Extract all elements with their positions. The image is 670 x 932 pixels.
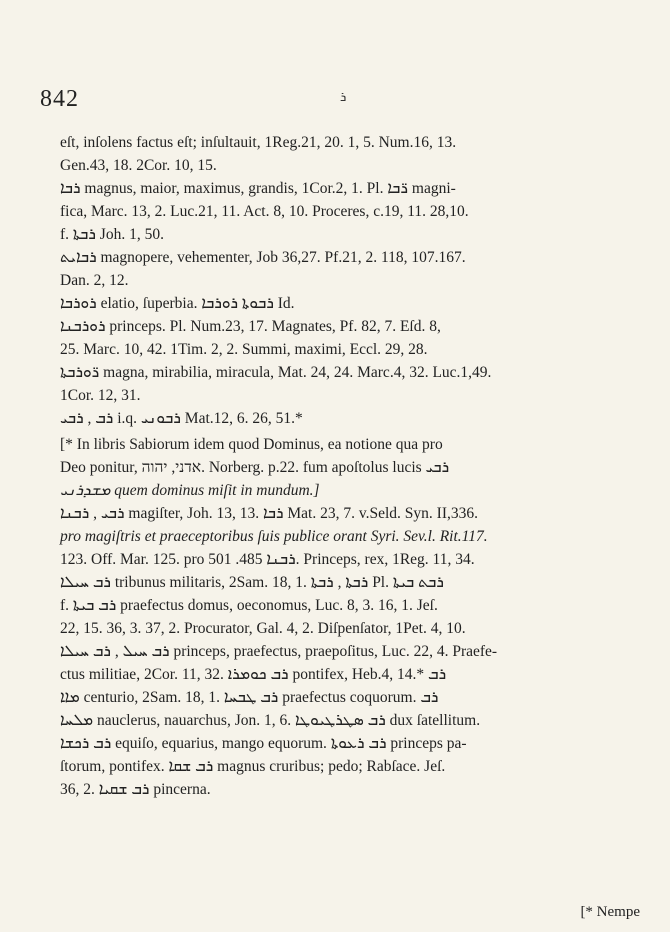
text-line: ܪܒܐܝܬ magnopere, vehementer, Job 36,27. Pf.21, 2. 118, 107.167. bbox=[60, 249, 466, 266]
text-line: 1Cor. 12, 31. bbox=[60, 387, 141, 404]
running-head: ܪ bbox=[340, 90, 347, 105]
text-line: eſt, inſolens factus eſt; inſultauit, 1Reg.21, 20. 1, 5. Num.16, 13. bbox=[60, 134, 457, 151]
page-number: 842 bbox=[40, 86, 79, 112]
text-line: pro magiſtris et praeceptoribus ſuis publice orant Syri. Sev.l. Rit.117. bbox=[60, 528, 488, 545]
text-line: ܡܐܐ centurio, 2Sam. 18, 1. ܪܒ ܛܒܚܐ praefectus coquorum. ܪܒ bbox=[60, 689, 439, 706]
text-line: ܪܒ ܚܝܠ , ܪܒ ܚܝܠܐ princeps, praefectus, praepoſitus, Luc. 22, 4. Praefe- bbox=[60, 643, 498, 660]
text-line: fica, Marc. 13, 2. Luc.21, 11. Act. 8, 10. Proceres, c.19, 11. 28,10. bbox=[60, 203, 469, 220]
text-line: 123. Off. Mar. 125. pro ܪܒܢܐ 485. 501. Princeps, rex, 1Reg. 11, 34. bbox=[60, 551, 475, 568]
text-line: 36, 2. ܪܒ ܫܩܝܐ pincerna. bbox=[60, 781, 211, 798]
text-line: f. ܪܒ ܒܝܬܐ praefectus domus, oeconomus, Luc. 8, 3. 16, 1. Jeſ. bbox=[60, 597, 438, 614]
text-line: ܪ̈ܘܪܒܬܐ magna, mirabilia, miracula, Mat. 24, 24. Marc.4, 32. Luc.1,49. bbox=[60, 364, 492, 381]
text-line: ܪܒ , ܪܒܝ i.q. ܪܒܘܢܝ Mat.12, 6. 26, 51.* bbox=[60, 410, 303, 427]
text-line: ܪܒܝ , ܪܒܢܐ magiſter, Joh. 13, 13. ܪܒܐ Mat. 23, 7. v.Seld. Syn. II,336. bbox=[60, 505, 478, 522]
text-line: ܪܘܪܒܢܐ princeps. Pl. Num.23, 17. Magnates, Pf. 82, 7. Eſd. 8, bbox=[60, 318, 441, 335]
page-header bbox=[40, 86, 630, 116]
text-line: f. ܪܒܬܐ Joh. 1, 50. bbox=[60, 226, 164, 243]
text-line: ctus militiae, 2Cor. 11, 32. ܪܒ ܟܘܡܪܐ pontifex, Heb.4, 14.* ܪܒ bbox=[60, 666, 447, 683]
catchword: [* Nempe bbox=[580, 904, 640, 920]
text-line: ܪܒܐ magnus, maior, maximus, grandis, 1Cor.2, 1. Pl. ܪ̈ܒܐ magni- bbox=[60, 180, 456, 197]
text-line: 22, 15. 36, 3. 37, 2. Procurator, Gal. 4, 2. Diſpenſator, 1Pet. 4, 10. bbox=[60, 620, 466, 637]
text-line: [* In libris Sabiorum idem quod Dominus, ea notione qua pro bbox=[60, 436, 443, 453]
dictionary-body bbox=[60, 132, 640, 802]
text-line: ܪܒ ܪܟܫܐ equiſo, equarius, mango equorum. ܪܒ ܪܥܘܬܐ princeps pa- bbox=[60, 735, 467, 752]
text-line: Deo ponitur, אדני, יהוה. Norberg. p.22. fum apoſtolus lucis ܪܒܝ bbox=[60, 459, 450, 476]
text-line: Dan. 2, 12. bbox=[60, 272, 129, 289]
text-line: ܡܠܚܐ nauclerus, nauarchus, Jon. 1, 6. ܪܒ ܣܛܪܛܝܘܛܐ dux ſatellitum. bbox=[60, 712, 481, 729]
text-line: 25. Marc. 10, 42. 1Tim. 2, 2. Summi, maximi, Eccl. 29, 28. bbox=[60, 341, 428, 358]
text-line: ܡܫܕܪܢܝ quem dominus miſit in mundum.] bbox=[60, 482, 320, 499]
text-line: Gen.43, 18. 2Cor. 10, 15. bbox=[60, 157, 217, 174]
text-line: ܪܒ ܚܝܠܐ tribunus militaris, 2Sam. 18, 1. ܪܒܬܐ , ܪܒܬܐ Pl. ܪܒܬ ܒܝܬܐ bbox=[60, 574, 444, 591]
text-line: ſtorum, pontifex. ܪܒ ܫܩܐ magnus cruribus; pedo; Rabſace. Jeſ. bbox=[60, 758, 446, 775]
text-line: ܪܘܪܒܐ elatio, ſuperbia. ܪܒܘܬܐ ܪܘܪܒܐ Id. bbox=[60, 295, 295, 312]
